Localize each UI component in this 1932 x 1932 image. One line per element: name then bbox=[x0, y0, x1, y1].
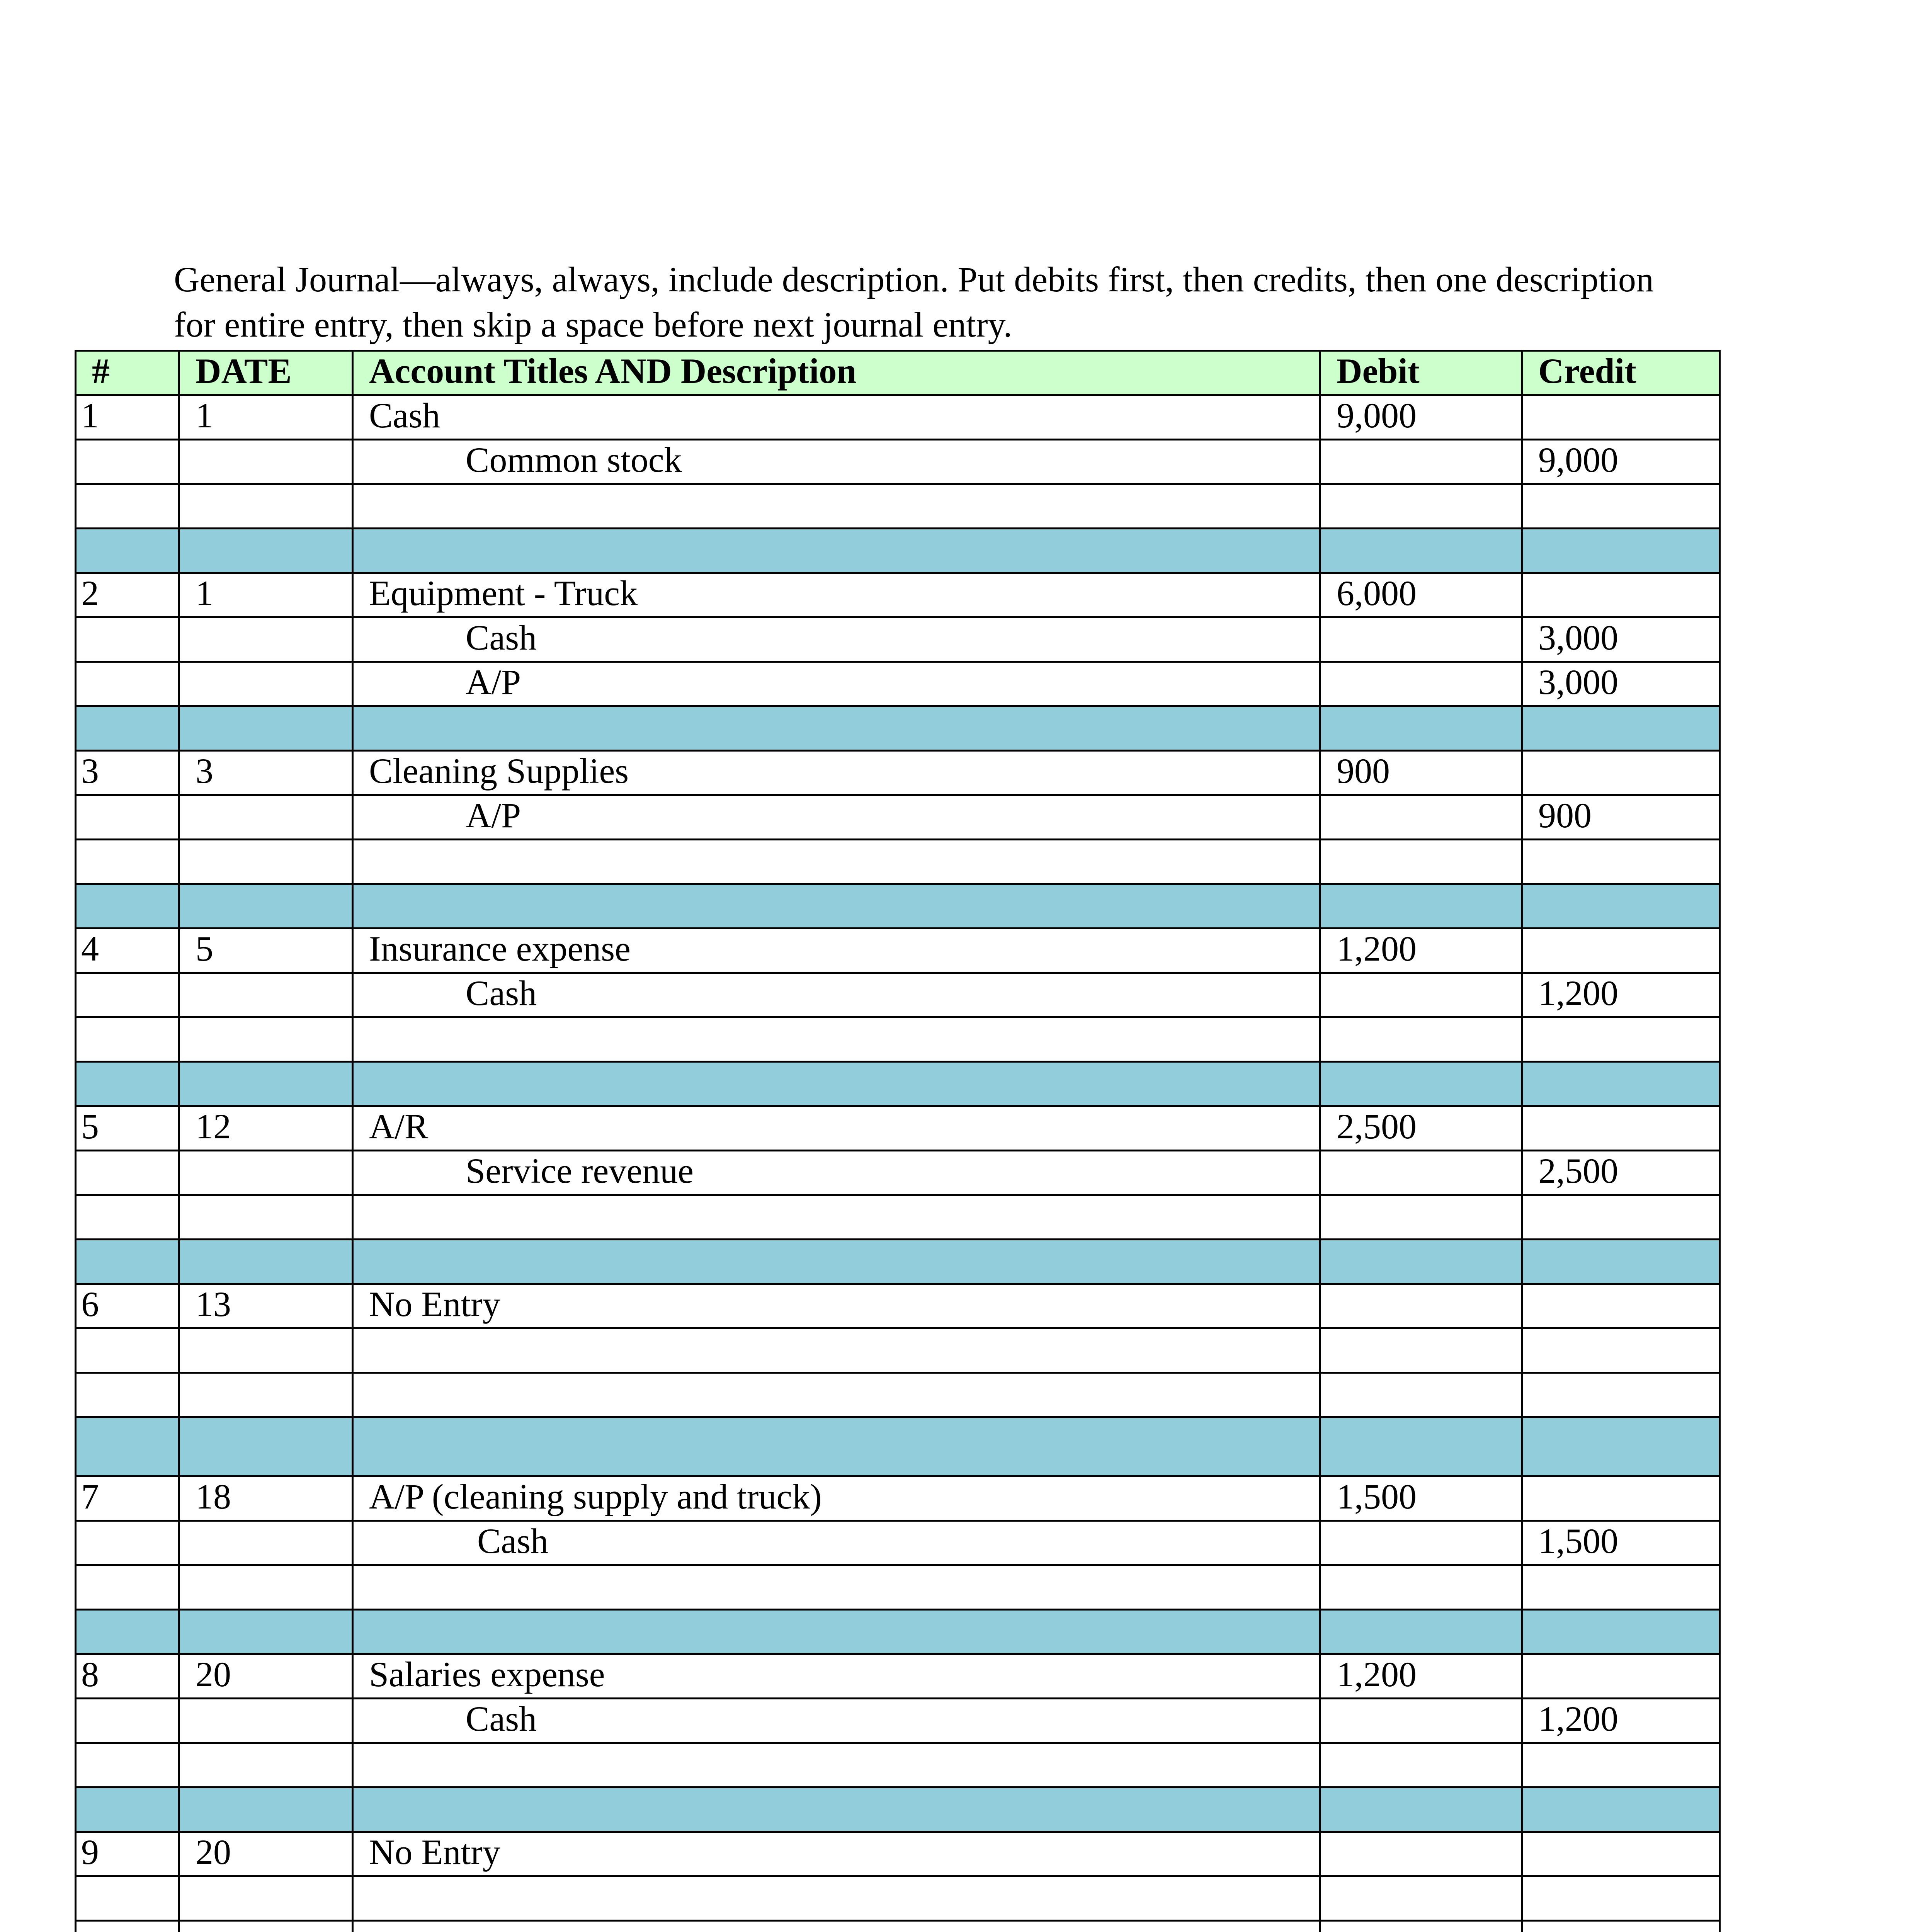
entry-number: 9 bbox=[76, 1832, 179, 1876]
entry-date: 1 bbox=[179, 573, 353, 617]
credit-account: A/P bbox=[353, 662, 1320, 706]
credit-amount: 9,000 bbox=[1522, 440, 1720, 484]
table-row bbox=[76, 973, 1720, 1017]
table-row bbox=[76, 395, 1720, 440]
credit-amount bbox=[1522, 395, 1720, 440]
credit-account: Cash bbox=[353, 973, 1320, 1017]
col-header-date: DATE bbox=[179, 351, 353, 395]
table-row bbox=[76, 1832, 1720, 1876]
table-row bbox=[76, 751, 1720, 795]
credit-amount: 2,500 bbox=[1522, 1151, 1720, 1195]
entry-number: 4 bbox=[76, 929, 179, 973]
table-row bbox=[76, 573, 1720, 617]
entry-date: 20 bbox=[179, 1654, 353, 1699]
credit-account: Common stock bbox=[353, 440, 1320, 484]
credit-account: Cash bbox=[353, 617, 1320, 662]
debit-account: Equipment - Truck bbox=[353, 573, 1320, 617]
general-journal-table bbox=[75, 350, 1721, 1932]
separator-row bbox=[76, 529, 1720, 573]
blank-row bbox=[76, 1328, 1720, 1373]
entry-date: 5 bbox=[179, 929, 353, 973]
debit-amount: 1,200 bbox=[1320, 1654, 1522, 1699]
separator-row bbox=[76, 1240, 1720, 1284]
entry-number: 5 bbox=[76, 1106, 179, 1151]
blank-row bbox=[76, 1195, 1720, 1240]
entry-number: 2 bbox=[76, 573, 179, 617]
credit-account: Service revenue bbox=[353, 1151, 1320, 1195]
debit-amount: 9,000 bbox=[1320, 395, 1522, 440]
credit-account: Cash bbox=[353, 1521, 1320, 1565]
entry-date: 1 bbox=[179, 395, 353, 440]
table-row bbox=[76, 795, 1720, 840]
entry-number: 3 bbox=[76, 751, 179, 795]
table-row bbox=[76, 1151, 1720, 1195]
table-row bbox=[76, 1699, 1720, 1743]
entry-date: 13 bbox=[179, 1284, 353, 1328]
table-row bbox=[76, 1284, 1720, 1328]
entry-date: 18 bbox=[179, 1476, 353, 1521]
debit-account: Cash bbox=[353, 395, 1320, 440]
entry-number: 6 bbox=[76, 1284, 179, 1328]
blank-row bbox=[76, 484, 1720, 529]
credit-amount: 3,000 bbox=[1522, 662, 1720, 706]
credit-amount: 900 bbox=[1522, 795, 1720, 840]
blank-row bbox=[76, 1876, 1720, 1921]
separator-row bbox=[76, 1787, 1720, 1832]
col-header-account: Account Titles AND Description bbox=[353, 351, 1320, 395]
table-row bbox=[76, 662, 1720, 706]
table-header-row bbox=[76, 351, 1720, 395]
debit-account: No Entry bbox=[353, 1284, 1320, 1328]
credit-amount: 1,200 bbox=[1522, 973, 1720, 1017]
separator-row bbox=[76, 1417, 1720, 1476]
entry-number: 7 bbox=[76, 1476, 179, 1521]
debit-amount: 1,200 bbox=[1320, 929, 1522, 973]
credit-account: Cash bbox=[353, 1699, 1320, 1743]
debit-account: A/R bbox=[353, 1106, 1320, 1151]
table-row bbox=[76, 1654, 1720, 1699]
separator-row bbox=[76, 706, 1720, 751]
blank-row bbox=[76, 1743, 1720, 1787]
debit-account: Cleaning Supplies bbox=[353, 751, 1320, 795]
blank-row bbox=[76, 1017, 1720, 1062]
entry-date: 3 bbox=[179, 751, 353, 795]
col-header-credit: Credit bbox=[1522, 351, 1720, 395]
col-header-number: # bbox=[76, 351, 179, 395]
credit-account: A/P bbox=[353, 795, 1320, 840]
blank-row bbox=[76, 840, 1720, 884]
table-row bbox=[76, 440, 1720, 484]
table-row bbox=[76, 1521, 1720, 1565]
blank-row bbox=[76, 1565, 1720, 1610]
credit-amount: 1,500 bbox=[1522, 1521, 1720, 1565]
entry-date: 20 bbox=[179, 1832, 353, 1876]
debit-amount: 6,000 bbox=[1320, 573, 1522, 617]
debit-account: Insurance expense bbox=[353, 929, 1320, 973]
entry-number: 1 bbox=[76, 395, 179, 440]
table-row bbox=[76, 1476, 1720, 1521]
entry-date: 12 bbox=[179, 1106, 353, 1151]
blank-row bbox=[76, 1921, 1720, 1932]
debit-account: A/P (cleaning supply and truck) bbox=[353, 1476, 1320, 1521]
table-row bbox=[76, 617, 1720, 662]
debit-amount: 2,500 bbox=[1320, 1106, 1522, 1151]
instructions-text: General Journal—always, always, include description. Put debits first, then credits, then one description for entire entry, then skip a space before next journal entry. bbox=[174, 260, 1654, 344]
credit-amount: 1,200 bbox=[1522, 1699, 1720, 1743]
separator-row bbox=[76, 1062, 1720, 1106]
debit-account: Salaries expense bbox=[353, 1654, 1320, 1699]
col-header-debit: Debit bbox=[1320, 351, 1522, 395]
table-row bbox=[76, 1106, 1720, 1151]
entry-number: 8 bbox=[76, 1654, 179, 1699]
debit-amount: 900 bbox=[1320, 751, 1522, 795]
blank-row bbox=[76, 1373, 1720, 1417]
debit-amount: 1,500 bbox=[1320, 1476, 1522, 1521]
credit-amount: 3,000 bbox=[1522, 617, 1720, 662]
separator-row bbox=[76, 1610, 1720, 1654]
table-row bbox=[76, 929, 1720, 973]
separator-row bbox=[76, 884, 1720, 929]
debit-account: No Entry bbox=[353, 1832, 1320, 1876]
